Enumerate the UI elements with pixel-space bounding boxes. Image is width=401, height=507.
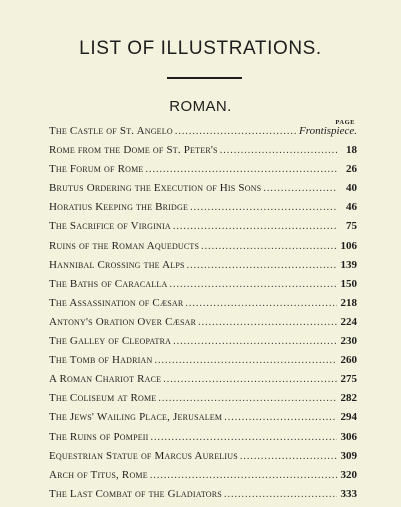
list-item (49, 354, 357, 373)
entry-page: 150 (340, 277, 357, 290)
leader-dots (173, 221, 337, 232)
entry-page: 26 (346, 163, 357, 176)
leader-dots (158, 393, 337, 404)
entry-page: 18 (346, 144, 357, 157)
leader-dots (170, 279, 338, 290)
entry-label: The Jews' Wailing Place, Jerusalem (49, 411, 223, 424)
list-item (49, 316, 357, 335)
list-item (49, 297, 357, 316)
leader-dots (224, 412, 337, 423)
leader-dots (151, 432, 337, 443)
entry-page: 333 (340, 487, 357, 500)
entry-label: The Forum of Rome (49, 163, 144, 176)
entry-label: Hannibal Crossing the Alps (49, 258, 185, 271)
leader-dots (146, 164, 338, 175)
entry-page: 40 (346, 182, 357, 195)
entry-label: Antony's Oration Over Cæsar (49, 315, 197, 328)
leader-dots (224, 489, 337, 500)
page-column-label: PAGE (335, 119, 355, 126)
list-item (49, 220, 357, 239)
leader-dots (190, 202, 337, 213)
list-item (49, 450, 357, 469)
entry-page: 320 (340, 468, 357, 481)
entry-page: 230 (340, 335, 357, 348)
entry-label: Brutus Ordering the Execution of His Sons (49, 182, 262, 195)
entry-page: 218 (340, 296, 357, 309)
list-item (49, 373, 357, 392)
list-item (49, 431, 357, 450)
leader-dots (185, 298, 337, 309)
entry-label: The Baths of Caracalla (49, 277, 168, 290)
list-item (49, 144, 357, 163)
entry-label: Equestrian Statue of Marcus Aurelius (49, 449, 238, 462)
leader-dots (201, 241, 337, 252)
entry-label: The Coliseum at Rome (49, 392, 157, 405)
entry-page: 224 (340, 315, 357, 328)
leader-dots (150, 470, 337, 481)
entry-label: The Ruins of Pompeii (49, 430, 149, 443)
entry-page: 46 (346, 201, 357, 214)
entry-page: 139 (340, 258, 357, 271)
list-item (49, 411, 357, 430)
list-item (49, 469, 357, 488)
entry-label: The Tomb of Hadrian (49, 354, 153, 367)
entry-label: Ruins of the Roman Aqueducts (49, 239, 200, 252)
leader-dots (187, 260, 337, 271)
title-rule (167, 77, 242, 79)
list-item (49, 335, 357, 354)
entry-page: 75 (346, 220, 357, 233)
entry-label: The Castle of St. Angelo (49, 125, 173, 137)
list-item (49, 125, 357, 144)
entry-page: 106 (340, 239, 357, 252)
entry-page: 282 (340, 392, 357, 405)
list-item (49, 392, 357, 411)
entry-label: The Last Combat of the Gladiators (49, 487, 222, 500)
list-item (49, 163, 357, 182)
leader-dots (154, 355, 337, 366)
leader-dots (240, 451, 337, 462)
list-item (49, 182, 357, 201)
entry-label: Arch of Titus, Rome (49, 468, 148, 481)
entry-label: The Assassination of Cæsar (49, 296, 184, 309)
entry-page: Frontispiece. (299, 125, 357, 137)
entry-label: Rome from the Dome of St. Peter's (49, 144, 218, 157)
leader-dots (263, 183, 337, 194)
leader-dots (220, 145, 337, 156)
entry-label: The Sacrifice of Virginia (49, 220, 171, 233)
illustration-list (49, 125, 357, 507)
entry-label: Horatius Keeping the Bridge (49, 201, 189, 214)
entry-page: 294 (340, 411, 357, 424)
list-item (49, 488, 357, 507)
list-item (49, 240, 357, 259)
entry-page: 260 (340, 354, 357, 367)
leader-dots (173, 336, 337, 347)
section-heading: ROMAN. (169, 98, 232, 115)
entry-page: 309 (340, 449, 357, 462)
leader-dots (175, 126, 297, 137)
entry-label: The Galley of Cleopatra (49, 335, 172, 348)
leader-dots (198, 317, 337, 328)
entry-label: A Roman Chariot Race (49, 373, 162, 386)
list-item (49, 201, 357, 220)
list-item (49, 278, 357, 297)
page-title: LIST OF ILLUSTRATIONS. (79, 38, 322, 59)
entry-page: 275 (340, 373, 357, 386)
entry-page: 306 (340, 430, 357, 443)
list-item (49, 259, 357, 278)
leader-dots (163, 374, 337, 385)
